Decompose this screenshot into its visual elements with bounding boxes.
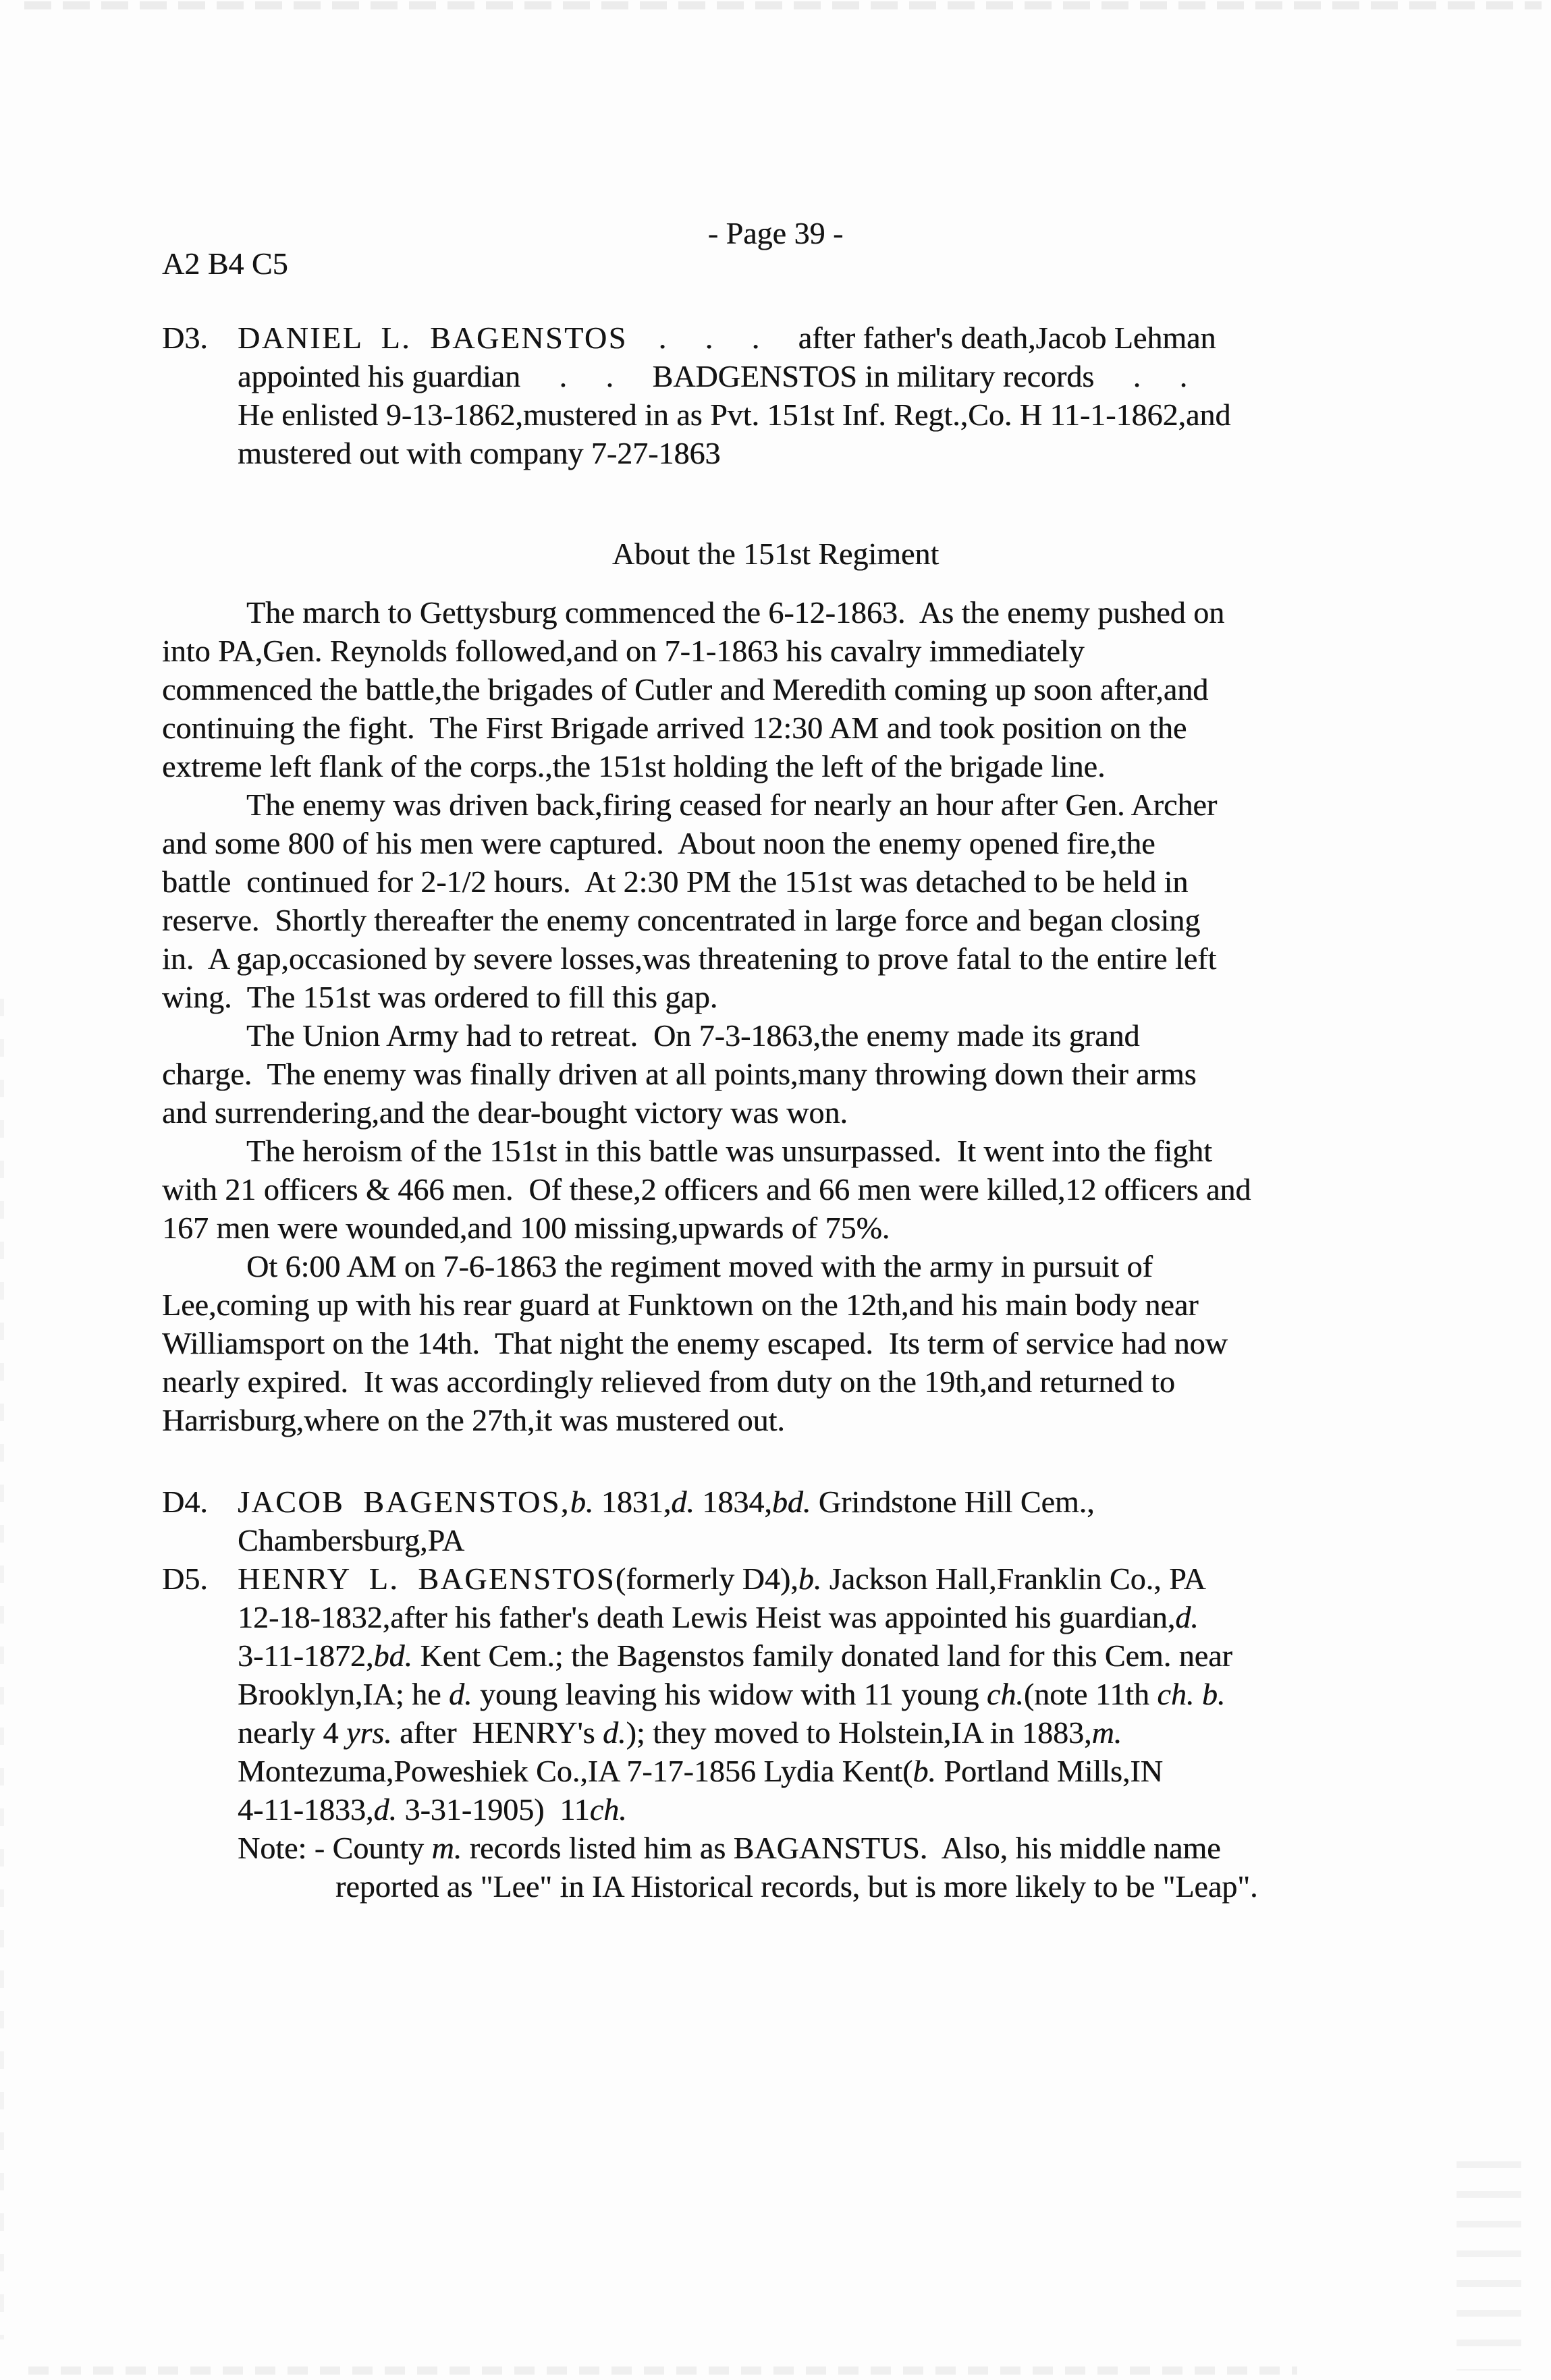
text-line: Ot 6:00 AM on 7-6-1863 the regiment moved with the army in pursuit of [246,1249,1153,1283]
text-line: He enlisted 9-13-1862,mustered in as Pvt. 151st Inf. Regt.,Co. H 11-1-1862,and [238,397,1231,432]
section-title: About the 151st Regiment [611,536,940,571]
text-line: with 21 officers & 466 men. Of these,2 officers and 66 men were killed,12 officers and [162,1172,1251,1207]
scan-edge-top-artifact [24,1,1542,9]
scan-edge-left-artifact [0,999,4,2340]
text-line: charge. The enemy was finally driven at all points,many throwing down their arms [162,1057,1197,1091]
text-line: nearly 4 yrs. after HENRY's d.); they moved to Holstein,IA in 1883,m. [238,1715,1122,1750]
text-line: JACOB BAGENSTOS,b. 1831,d. 1834,bd. Grindstone Hill Cem., [238,1485,1095,1519]
text-line: reported as "Lee" in IA Historical records, but is more likely to be "Leap". [335,1869,1258,1904]
text-line: DANIEL L. BAGENSTOS . . . after father's death,Jacob Lehman [238,321,1216,355]
text-line: commenced the battle,the brigades of Cutler and Meredith coming up soon after,and [162,672,1209,707]
paragraph-pursuit-of-lee [162,1247,1512,1439]
paragraph-heroism [162,1132,1512,1247]
text-line: into PA,Gen. Reynolds followed,and on 7-1-1863 his cavalry immediately [162,634,1085,668]
text-line: in. A gap,occasioned by severe losses,was threatening to prove fatal to the entire left [162,941,1217,976]
entry-d4-label: D4. [162,1485,208,1519]
regiment-history-paragraphs [162,593,1512,1439]
text-line: The march to Gettysburg commenced the 6-12-1863. As the enemy pushed on [246,595,1225,630]
text-line: reserve. Shortly thereafter the enemy concentrated in large force and began closing [162,903,1201,937]
scan-edge-bottom-artifact [28,2367,1297,2375]
entry-d3 [162,319,1551,472]
text-line: Note: - County m. records listed him as BAGANSTUS. Also, his middle name [238,1831,1221,1865]
entry-d5 [162,1559,1512,1829]
text-line: The enemy was driven back,firing ceased for nearly an hour after Gen. Archer [246,787,1218,822]
family-code: A2 B4 C5 [162,246,288,281]
paragraph-march-to-gettysburg [162,593,1512,785]
text-line: Brooklyn,IA; he d. young leaving his widow with 11 young ch.(note 11th ch. b. [238,1677,1226,1711]
entry-d4 [162,1483,1512,1559]
entry-d5-text [238,1559,1512,1829]
paragraph-enemy-driven-back [162,785,1512,1016]
family-entries [162,1483,1512,1906]
text-line: HENRY L. BAGENSTOS(formerly D4),b. Jackson Hall,Franklin Co., PA [238,1561,1206,1596]
text-line: Lee,coming up with his rear guard at Funktown on the 12th,and his main body near [162,1288,1199,1322]
text-line: battle continued for 2-1/2 hours. At 2:30 PM the 151st was detached to be held in [162,864,1189,899]
page-number-header: - Page 39 - [707,216,844,250]
entry-d3-label: D3. [162,321,208,355]
scan-edge-right-artifact [1457,2161,1521,2371]
text-line: 4-11-1833,d. 3-31-1905) 11ch. [238,1792,627,1827]
text-line: Harrisburg,where on the 27th,it was mustered out. [162,1403,785,1437]
entry-d5-label: D5. [162,1561,208,1596]
note-block [162,1829,1512,1906]
entry-d3-text [238,319,1551,472]
entry-d4-text [238,1483,1512,1559]
paragraph-union-retreat [162,1016,1512,1132]
text-line: nearly expired. It was accordingly relieved from duty on the 19th,and returned to [162,1364,1175,1399]
text-line: 3-11-1872,bd. Kent Cem.; the Bagenstos family donated land for this Cem. near [238,1638,1232,1673]
text-line: The heroism of the 151st in this battle was unsurpassed. It went into the fight [246,1134,1212,1168]
text-line: continuing the fight. The First Brigade arrived 12:30 AM and took position on the [162,711,1187,745]
text-line: and some 800 of his men were captured. About noon the enemy opened fire,the [162,826,1155,860]
text-line: extreme left flank of the corps.,the 151st holding the left of the brigade line. [162,749,1106,783]
text-line: 12-18-1832,after his father's death Lewis Heist was appointed his guardian,d. [238,1600,1199,1634]
text-line: Chambersburg,PA [238,1523,465,1557]
text-line: Montezuma,Poweshiek Co.,IA 7-17-1856 Lydia Kent(b. Portland Mills,IN [238,1754,1163,1788]
text-line: appointed his guardian . . BADGENSTOS in military records . . [238,359,1188,393]
text-line: mustered out with company 7-27-1863 [238,436,721,470]
text-line: wing. The 151st was ordered to fill this gap. [162,980,718,1014]
text-line: and surrendering,and the dear-bought victory was won. [162,1095,848,1130]
text-line: The Union Army had to retreat. On 7-3-1863,the enemy made its grand [246,1018,1140,1053]
text-line: 167 men were wounded,and 100 missing,upwards of 75%. [162,1211,890,1245]
text-line: Williamsport on the 14th. That night the enemy escaped. Its term of service had now [162,1326,1228,1360]
